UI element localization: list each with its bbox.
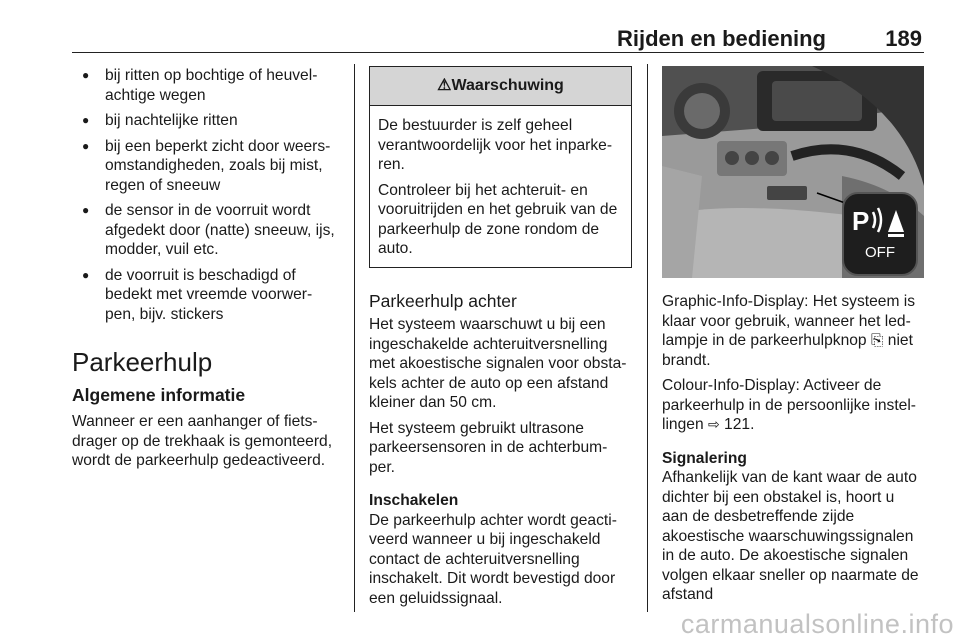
paragraph: Afhankelijk van de kant waar de auto dichter bij een obstakel is, hoort u aan de desbetreffende zijde akoestische waarschuwingssignalen in de auto. De akoestische signalen volgen elkaar sneller op naarmate de afstand <box>662 469 919 603</box>
signalering-title: Signalering <box>662 449 747 467</box>
warning-box <box>369 66 632 268</box>
column-divider-1 <box>354 64 355 612</box>
header-title: Rijden en bediening <box>616 26 826 51</box>
column-right <box>662 292 924 611</box>
graphic-info-text: Graphic-Info-Display: Het systeem is klaar voor gebruik, wanneer het led-lampje in de parkeerhulpknop <box>662 293 916 349</box>
list-item: ● bij nachtelijke ritten <box>72 111 342 131</box>
paragraph: Het systeem gebruikt ultrasone parkeersensoren in de achterbum-per. <box>369 419 608 476</box>
intro-paragraph: Wanneer er een aanhanger of fiets-drager op de trekhaak is gemonteerd, wordt de parkeerhulp gedeactiveerd. <box>72 413 333 469</box>
parking-button-icon: ⎘ <box>870 332 884 349</box>
warning-paragraph: Controleer bij het achteruit- en vooruitrijden en het gebruik van de parkeerhulp de zone rondom de auto. <box>378 181 618 257</box>
page-reference: 121. <box>724 416 755 433</box>
paragraph: Het systeem waarschuwt u bij een ingeschakelde achteruitversnelling met akoestische signalen voor obsta-kels achter de auto op een afstand kleiner dan 50 cm. <box>369 316 627 411</box>
column-middle <box>369 66 632 614</box>
list-item: ● bij een beperkt zicht door weers-omstandigheden, zoals bij mist, regen of sneeuw <box>72 137 342 196</box>
subsection-title: Algemene informatie <box>72 385 246 405</box>
paragraph: De parkeerhulp achter wordt geacti-veerd wanneer u bij ingeschakeld contact de achteruitversnelling inschakelt. Dit wordt bevestigd door een geluidssignaal. <box>369 511 617 607</box>
paragraph <box>662 292 924 370</box>
dashboard-photo <box>662 66 924 278</box>
rear-parking-heading: Parkeerhulp achter <box>369 290 517 311</box>
list-item: ● bij ritten op bochtige of heuvel-achtige wegen <box>72 66 342 105</box>
warning-icon: ⚠ <box>437 77 452 95</box>
button-off-label: OFF <box>865 244 895 261</box>
list-item: ● de sensor in de voorruit wordt afgedekt door (natte) sneeuw, ijs, modder, vuil etc. <box>72 201 342 260</box>
watermark: carmanualsonline.info <box>680 609 954 639</box>
colour-info-text: Colour-Info-Display: Activeer de parkeerhulp in de persoonlijke instel-lingen <box>662 377 916 433</box>
inschakelen-title: Inschakelen <box>369 492 459 509</box>
list-item: ● de voorruit is beschadigd of bedekt met vreemde voorwer-pen, bijv. stickers <box>72 266 342 325</box>
graphic-info-end: niet brandt. <box>662 332 913 369</box>
paragraph <box>662 376 924 435</box>
header-rule <box>72 52 924 53</box>
section-title: Parkeerhulp <box>72 347 213 377</box>
warning-paragraph: De bestuurder is zelf geheel verantwoordelijk voor het inparke-ren. <box>378 117 613 173</box>
parking-assist-button <box>842 192 918 276</box>
parking-sensor-icon <box>846 200 914 244</box>
warning-title: Waarschuwing <box>451 77 564 95</box>
svg-text:P: P <box>852 206 870 236</box>
warning-header <box>370 67 631 106</box>
column-left <box>72 66 342 477</box>
reference-arrow-icon: ⇨ <box>707 416 720 432</box>
page-number: 189 <box>885 26 922 51</box>
bullet-list <box>72 66 342 324</box>
column-divider-2 <box>647 64 648 612</box>
warning-body <box>370 106 631 267</box>
